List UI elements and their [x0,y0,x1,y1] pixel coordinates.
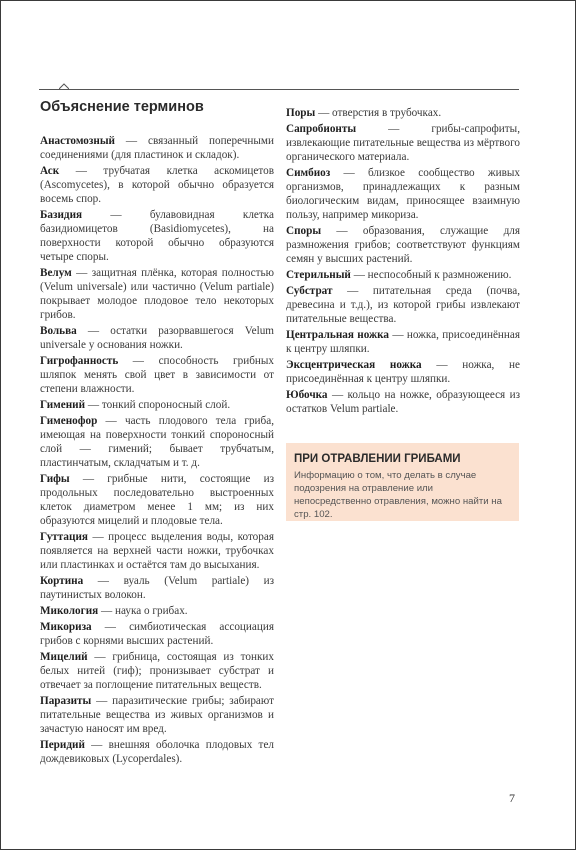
glossary-term: Стерильный [286,269,351,281]
glossary-definition: — неспособный к размножению. [350,269,512,281]
glossary-entry [40,354,274,396]
glossary-definition: — грибы-сапрофиты, извлекающие питательные вещества из мёртвого органического материала. [286,123,520,163]
glossary-entry [40,324,274,352]
glossary-entry [40,398,274,412]
glossary-term: Поры [286,107,316,119]
glossary-term: Мицелий [40,651,88,663]
glossary-term: Микориза [40,621,92,633]
glossary-entry [40,266,274,322]
glossary-entry [40,620,274,648]
glossary-definition: — способность грибных шляпок менять свой цвет в зависимости от степени влажности. [40,355,274,395]
glossary-definition: — защитная плёнка, которая полностью (Velum universale) или частично (Velum partiale) покрывает молодое плодовое тело некоторых грибов. [40,267,274,321]
page-number: 7 [509,791,515,805]
glossary-definition: — трубчатая клетка аскомицетов (Ascomycetes), в которой обычно образуется восемь спор. [40,165,274,205]
glossary-term: Гимений [40,399,86,411]
glossary-definition: — отверстия в трубочках. [315,107,442,119]
glossary-entry [40,134,274,162]
poisoning-callout [286,443,519,521]
glossary-definition: — симбиотическая ассоциация грибов с корнями высших растений. [40,621,274,647]
glossary-entry [286,388,520,416]
glossary-definition: — грибные нити, состоящие из продольных последовательно выстроенных клеток диаметром менее 1 мм; из них образуются мицелий и плодовые тела. [40,473,274,527]
glossary-term: Гименофор [40,415,98,427]
glossary-definition: — булавовидная клетка базидиомицетов (Basidiomycetes), на поверхности которой обычно образуются четыре споры. [40,209,274,263]
glossary-definition: — грибница, состоящая из тонких белых нитей (гиф); пронизывает субстрат и отвечает за поглощение питательных веществ. [40,651,274,691]
glossary-entry [40,208,274,264]
glossary-entry [40,414,274,470]
top-rule [39,89,519,90]
glossary-entry [40,694,274,736]
glossary-entry [286,122,520,164]
glossary-definition: — часть плодового тела гриба, имеющая на поверхности тонкий спороносный слой — гимений; бывает трубчатым, пластинчатым, складчатым и т. д. [40,415,274,469]
glossary-definition: — вуаль (Velum partiale) из паутинистых волокон. [40,575,274,601]
glossary-definition: — ножка, не присоединённая к центру шляпки. [286,359,520,385]
glossary-entry [286,358,520,386]
glossary-term: Гуттация [40,531,88,543]
glossary-term: Анастомозный [40,135,116,147]
glossary-term: Гигрофанность [40,355,119,367]
glossary-definition: — питательная среда (почва, древесина и т.д.), из которой грибы извлекают питательные вещества. [286,285,520,325]
glossary-term: Симбиоз [286,167,331,179]
glossary-entry [286,268,520,282]
glossary-term: Центральная ножка [286,329,390,341]
glossary-term: Микология [40,605,99,617]
glossary-entry [40,738,274,766]
glossary-entry [286,328,520,356]
glossary-definition: — связанный поперечными соединениями (для пластинок и складок). [40,135,274,161]
glossary-term: Велум [40,267,72,279]
glossary-term: Паразиты [40,695,92,707]
glossary-term: Субстрат [286,285,333,297]
glossary-term: Аск [40,165,60,177]
callout-text: Информацию о том, что делать в случае подозрения на отравление или непосредственно отравления, можно найти на стр. 102. [294,470,502,520]
glossary-definition: — наука о грибах. [98,605,188,617]
glossary-left-column [40,134,274,768]
glossary-term: Юбочка [286,389,328,401]
section-title: Объяснение терминов [40,99,204,115]
glossary-entry [40,530,274,572]
callout-title: ПРИ ОТРАВЛЕНИИ ГРИБАМИ [294,453,461,465]
glossary-entry [40,472,274,528]
glossary-right-column [286,106,520,418]
glossary-definition: — остатки разорвавшегося Velum universale у основания ножки. [40,325,274,351]
glossary-entry [286,224,520,266]
glossary-term: Сапробионты [286,123,357,135]
glossary-definition: — близкое сообщество живых организмов, принадлежащих к разным биологическим видам, приносящее взаимную пользу, например микориза. [286,167,520,221]
glossary-definition: — паразитические грибы; забирают питательные вещества из живых организмов и зачастую наносят им вред. [40,695,274,735]
glossary-definition: — внешняя оболочка плодовых тел дождевиковых (Lycoperdales). [40,739,274,765]
glossary-entry [40,164,274,206]
glossary-entry [286,166,520,222]
glossary-term: Базидия [40,209,83,221]
glossary-definition: — кольцо на ножке, образующееся из остатков Velum partiale. [286,389,520,415]
glossary-term: Вольва [40,325,77,337]
glossary-term: Перидий [40,739,85,751]
glossary-entry [40,574,274,602]
glossary-entry [40,604,274,618]
glossary-term: Гифы [40,473,70,485]
rule-notch-icon [59,83,69,93]
glossary-entry [286,284,520,326]
glossary-entry [40,650,274,692]
glossary-definition: — тонкий спороносный слой. [85,399,231,411]
glossary-term: Кортина [40,575,84,587]
glossary-definition: — образования, служащие для размножения грибов; соответствуют функциям семян у высших растений. [286,225,520,265]
glossary-term: Споры [286,225,322,237]
glossary-term: Эксцентрическая ножка [286,359,422,371]
glossary-definition: — ножка, присоединённая к центру шляпки. [286,329,520,355]
glossary-entry [286,106,520,120]
glossary-definition: — процесс выделения воды, которая появляется на верхней части ножки, трубочках или пластинках и остаётся там до высыхания. [40,531,274,571]
